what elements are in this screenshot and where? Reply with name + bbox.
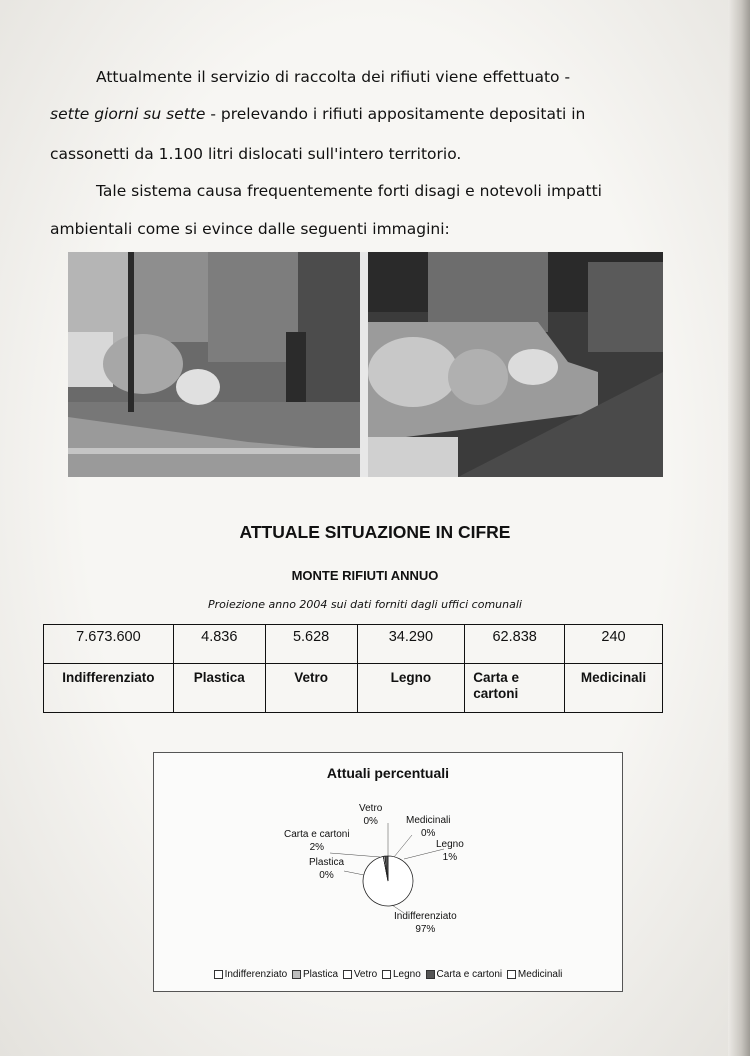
value-vetro: 5.628 bbox=[265, 625, 357, 664]
table-row-labels bbox=[44, 664, 663, 713]
value-medicinali: 240 bbox=[565, 625, 663, 664]
pie-label-plastica bbox=[309, 857, 344, 882]
value-plastica: 4.836 bbox=[173, 625, 265, 664]
pie-label-indifferenziato-name: Indifferenziato bbox=[394, 911, 457, 922]
sub-title: MONTE RIFIUTI ANNUO bbox=[291, 568, 439, 583]
value-legno: 34.290 bbox=[357, 625, 465, 664]
pie-label-medicinali bbox=[406, 815, 450, 840]
label-vetro: Vetro bbox=[265, 664, 357, 713]
legend-swatch bbox=[382, 970, 391, 979]
pie-label-carta bbox=[284, 829, 350, 854]
legend-item-legno bbox=[382, 969, 421, 980]
pie-leader-line bbox=[344, 871, 364, 875]
pie-label-carta-value: 2% bbox=[309, 841, 325, 853]
intro-line-2-rest: - prelevando i rifiuti appositamente depositati in bbox=[205, 105, 586, 123]
street-photo-left bbox=[68, 252, 360, 477]
legend-label: Legno bbox=[392, 969, 421, 980]
intro-line-2 bbox=[50, 107, 585, 123]
legend-swatch bbox=[426, 970, 435, 979]
pie-label-indifferenziato-value: 97% bbox=[415, 923, 436, 935]
legend-item-medicinali bbox=[507, 969, 562, 980]
pie-chart-box bbox=[153, 752, 623, 992]
label-plastica: Plastica bbox=[173, 664, 265, 713]
chart-legend bbox=[154, 969, 622, 980]
pie-label-legno bbox=[436, 839, 464, 864]
legend-swatch bbox=[214, 970, 223, 979]
intro-line-5: ambientali come si evince dalle seguenti immagini: bbox=[50, 220, 450, 238]
legend-label: Medicinali bbox=[517, 969, 563, 980]
pie-label-vetro-name: Vetro bbox=[359, 803, 383, 814]
legend-item-plastica bbox=[292, 969, 338, 980]
pie-label-medicinali-name: Medicinali bbox=[406, 815, 451, 826]
waste-table bbox=[43, 624, 663, 713]
label-carta: Carta e cartoni bbox=[465, 664, 565, 713]
intro-line-4: Tale sistema causa frequentemente forti disagi e notevoli impatti bbox=[96, 182, 602, 200]
value-indifferenziato: 7.673.600 bbox=[44, 625, 174, 664]
projection-note: Proiezione anno 2004 sui dati forniti dagli uffici comunali bbox=[208, 598, 522, 611]
pie-label-carta-name: Carta e cartoni bbox=[284, 829, 350, 840]
label-legno: Legno bbox=[357, 664, 465, 713]
label-indifferenziato: Indifferenziato bbox=[44, 664, 174, 713]
legend-item-indifferenziato bbox=[214, 969, 288, 980]
pie-label-indifferenziato bbox=[394, 911, 457, 936]
pie-label-legno-name: Legno bbox=[436, 839, 464, 850]
legend-item-carta bbox=[426, 969, 503, 980]
pie-label-vetro-value: 0% bbox=[363, 815, 378, 827]
photo-divider bbox=[360, 252, 368, 477]
intro-line-3: cassonetti da 1.100 litri dislocati sull'intero territorio. bbox=[50, 145, 462, 163]
section-title: ATTUALE SITUAZIONE IN CIFRE bbox=[239, 522, 511, 542]
legend-item-vetro bbox=[343, 969, 377, 980]
legend-label: Plastica bbox=[303, 969, 339, 980]
legend-swatch bbox=[343, 970, 352, 979]
pie-label-plastica-value: 0% bbox=[319, 869, 334, 881]
label-medicinali: Medicinali bbox=[565, 664, 663, 713]
pie-label-medicinali-value: 0% bbox=[421, 827, 436, 839]
pie-chart bbox=[154, 753, 622, 991]
legend-label: Carta e cartoni bbox=[436, 969, 503, 980]
pie-label-legno-value: 1% bbox=[442, 851, 458, 863]
chart-title: Attuali percentuali bbox=[326, 765, 450, 781]
table-row-values bbox=[44, 625, 663, 664]
pie-label-plastica-name: Plastica bbox=[309, 857, 345, 868]
pie-label-vetro bbox=[359, 803, 382, 828]
legend-swatch bbox=[292, 970, 301, 979]
legend-swatch bbox=[507, 970, 516, 979]
photo-strip bbox=[68, 252, 663, 477]
legend-label: Indifferenziato bbox=[224, 969, 288, 980]
street-photo-right bbox=[368, 252, 663, 477]
intro-line-1: Attualmente il servizio di raccolta dei rifiuti viene effettuato - bbox=[96, 68, 571, 86]
legend-label: Vetro bbox=[353, 969, 378, 980]
value-carta: 62.838 bbox=[465, 625, 565, 664]
intro-line-2-italic: sette giorni su sette bbox=[50, 105, 206, 123]
